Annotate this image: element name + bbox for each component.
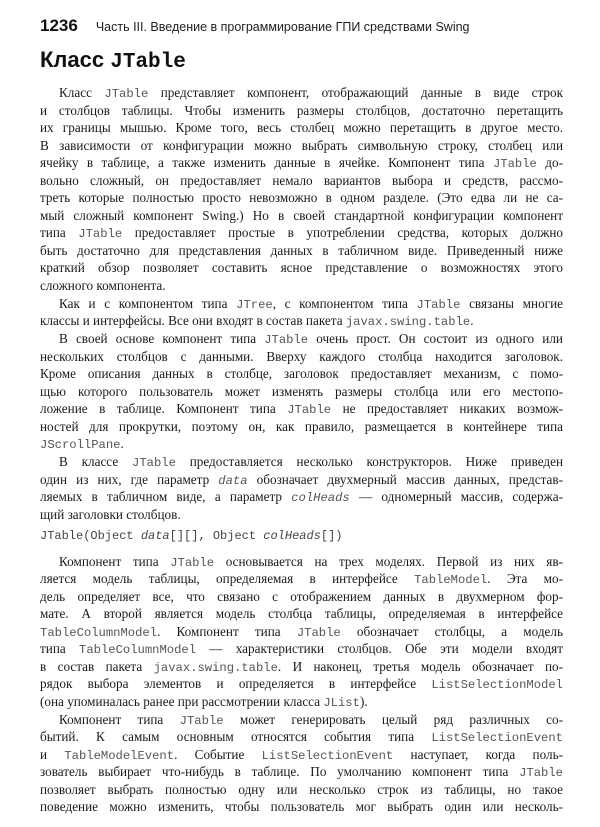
text-line <box>40 658 563 676</box>
text-run: В зависимости от конфигурации можно выбрать символьную строку, столбец или <box>40 137 563 153</box>
text-run: представляет компонент, отображающий данные в виде строк <box>148 85 564 100</box>
text-run: не предоставляет никаких возмож- <box>331 401 564 416</box>
text-run: один из них, где параметр <box>40 471 219 487</box>
text-run: ячейку в таблице, а также изменить данные в ячейке. Компонент типа <box>40 155 493 170</box>
text-run: ляется модель таблицы, определяемая в интерфейсе <box>40 571 415 586</box>
text-run: очень прост. Он состоит из одного или <box>308 331 563 346</box>
code-term: JTree <box>236 297 273 312</box>
code-term: JScrollPane <box>40 438 121 452</box>
text-line <box>40 242 563 260</box>
text-run: (она упоминалась ранее при рассмотрении класса <box>40 693 324 709</box>
paragraph <box>40 711 563 816</box>
text-line <box>40 471 563 489</box>
text-line <box>40 84 563 102</box>
text-line <box>40 781 563 799</box>
section-title-prefix: Класс <box>40 47 111 72</box>
code-term: JTable <box>519 766 563 780</box>
text-line <box>40 154 563 172</box>
text-line <box>40 119 563 137</box>
code-term: ListSelectionEvent <box>261 748 394 763</box>
code-term: JTable <box>78 227 123 241</box>
text-run: В своей основе компонент типа <box>59 331 265 346</box>
text-run: позволяет выбрать полностью одну или несколько строк из таблицы, но такое <box>40 781 563 797</box>
text-run: . Компонент типа <box>157 623 297 639</box>
text-run: обозначает столбцы, а модель <box>340 623 563 639</box>
section-title-class: JTable <box>110 51 186 74</box>
text-line <box>40 675 563 693</box>
code-term: TableModel <box>414 573 488 587</box>
text-line <box>40 224 563 242</box>
text-line <box>40 623 563 641</box>
code-term: JTable <box>492 157 537 171</box>
text-run: щью которого пользователь может изменять размеры столбца или его местопо- <box>40 383 563 399</box>
text-line <box>40 295 563 313</box>
text-line <box>40 798 563 816</box>
paragraph <box>40 295 563 330</box>
text-run: дель определяет все, что связано с отображением данных в двухмерном фор- <box>40 588 563 604</box>
text-run: JTable(Object <box>40 529 141 543</box>
text-line <box>40 693 563 711</box>
text-run: быть достаточно для представления данных в табличном виде. Приведенный ниже <box>40 242 563 258</box>
text-line <box>40 418 563 436</box>
text-run: ностей для прокрутки, поэтому он, как правило, размещается в контейнере типа <box>40 418 563 434</box>
text-line <box>40 207 563 225</box>
text-run: треть которые полностью просто невозможно в одном разделе. (Это едва ли не са- <box>40 190 563 205</box>
text-run: . И наконец, третья модель обозначает по- <box>277 658 563 674</box>
text-run: классы и интерфейсы. Все они входят в состав пакета <box>40 313 346 328</box>
section-title <box>40 47 186 74</box>
text-line <box>40 506 563 524</box>
text-run: Компонент типа <box>59 553 171 569</box>
code-term: colHeads <box>291 491 350 505</box>
text-run: типа <box>40 225 79 240</box>
text-line <box>40 330 563 348</box>
code-term: JTable <box>416 297 461 312</box>
running-head-title: Часть III. Введение в программирование ГПИ средствами Swing <box>95 20 470 34</box>
code-term: JList <box>323 695 360 710</box>
text-line <box>40 605 563 623</box>
text-run: обозначает двухмерный массив данных, представ- <box>247 471 563 487</box>
text-run: до- <box>536 155 564 170</box>
text-run: их границы мышью. Кроме того, весь столбец можно перетащить в другое место. <box>40 120 563 135</box>
text-line <box>40 400 563 418</box>
text-run: рядок выбора элементов и определяется в интерфейсе <box>40 676 432 691</box>
text-run: . <box>470 313 474 328</box>
text-run: []) <box>320 529 343 543</box>
text-run: поведение можно изменить, чтобы пользователь мог выбрать один или несколь- <box>40 799 563 814</box>
code-term: JTable <box>132 456 176 470</box>
text-run: предоставляется несколько конструкторов. Ниже приведен <box>175 454 564 469</box>
text-line <box>40 453 563 471</box>
text-line <box>40 102 563 120</box>
text-line <box>40 383 563 401</box>
text-run: щий заголовки столбцов. <box>40 506 181 522</box>
text-run: Класс <box>59 85 105 100</box>
text-run: бытий. К самым основным относятся события типа <box>40 729 432 744</box>
text-run: ляемых в табличном виде, а параметр <box>40 489 292 504</box>
text-run: , с компонентом типа <box>272 295 417 311</box>
code-term: TableColumnModel <box>40 625 158 640</box>
code-term: data <box>218 473 248 488</box>
text-run: . Эта мо- <box>487 571 563 586</box>
text-run: зователь выбирает что-нибудь в таблице. По умолчанию компонент типа <box>40 764 520 779</box>
paragraph <box>40 330 563 453</box>
text-line <box>40 640 563 658</box>
code-term: JTable <box>179 713 224 728</box>
paragraph <box>40 453 563 523</box>
text-run: Как и с компонентом типа <box>59 295 237 311</box>
text-line <box>40 435 563 453</box>
code-term: javax.swing.table <box>345 315 471 329</box>
code-term: TableModelEvent <box>64 748 175 763</box>
text-run: основывается на трех моделях. Первой из них яв- <box>214 553 563 569</box>
text-run: наступает, когда поль- <box>393 746 564 762</box>
text-line <box>40 588 563 606</box>
page-number: 1236 <box>40 16 78 35</box>
text-run: связаны многие <box>460 295 563 311</box>
text-line <box>40 570 563 588</box>
text-line <box>40 746 563 764</box>
text-line <box>40 312 563 330</box>
text-line <box>40 348 563 366</box>
text-run: мый сложный компонент Swing.) Но в своей стандартной конфигурации компонент <box>40 207 563 223</box>
text-run: [][], Object <box>169 529 264 543</box>
text-line <box>40 137 563 155</box>
code-snippet <box>40 528 563 546</box>
text-line <box>40 365 563 383</box>
code-term: ListSelectionEvent <box>431 731 563 745</box>
text-line <box>40 259 563 277</box>
code-term: javax.swing.table <box>153 660 278 675</box>
text-run: Кроме описания данных в столбце, заголовок предоставляет механизм, с помо- <box>40 366 563 381</box>
text-line <box>40 189 563 207</box>
code-term: JTable <box>104 87 149 101</box>
text-line <box>40 488 563 506</box>
text-line <box>40 728 563 746</box>
code-term: ListSelectionModel <box>431 678 563 692</box>
text-run: и <box>40 746 65 762</box>
code-term: JTable <box>287 403 332 417</box>
text-run: сложного компонента. <box>40 277 166 293</box>
text-run: В классе <box>59 454 133 469</box>
text-line <box>40 172 563 190</box>
text-run: — одномерный массив, содержа- <box>349 489 563 504</box>
text-run: в состав пакета <box>40 658 154 674</box>
text-run: типа <box>40 641 79 656</box>
text-run: ). <box>359 693 368 709</box>
running-header <box>40 16 470 36</box>
paragraph <box>40 553 563 711</box>
text-run: Компонент типа <box>59 711 180 727</box>
text-run: . <box>120 436 124 451</box>
code-term: data <box>140 529 170 543</box>
code-term: colHeads <box>263 529 321 543</box>
text-run: вольно сложный, он предоставляет немало вариантов выбора и средств, рассмо- <box>40 172 563 188</box>
text-line <box>40 711 563 729</box>
code-term: JTable <box>296 625 341 640</box>
code-term: JTable <box>170 555 215 570</box>
code-term: TableColumnModel <box>79 643 197 657</box>
paragraph <box>40 84 563 294</box>
code-term: JTable <box>264 333 309 347</box>
text-run: мате. А второй является модель столбца таблицы, определяемая в интерфейсе <box>40 606 563 621</box>
text-run: предоставляет простые в употреблении средства, которых должно <box>122 225 563 240</box>
text-run: и столбцов таблицы. Чтобы изменить размеры столбцов, достаточно перетащить <box>40 102 563 118</box>
text-run: ложение в таблице. Компонент типа <box>40 401 288 416</box>
text-run: может генерировать целый ряд различных со- <box>223 711 563 727</box>
text-run: . Событие <box>174 746 262 762</box>
text-run: краткий обзор позволяет составить ясное представление о возможностях этого <box>40 260 563 275</box>
text-line <box>40 277 563 295</box>
text-line <box>40 553 563 571</box>
text-line <box>40 763 563 781</box>
body-text <box>40 84 563 816</box>
text-run: — характеристики столбцов. Обе эти модели входят <box>196 641 563 656</box>
text-run: нескольких столбцов с данными. Вверху каждого столбца находится заголовок. <box>40 348 563 364</box>
